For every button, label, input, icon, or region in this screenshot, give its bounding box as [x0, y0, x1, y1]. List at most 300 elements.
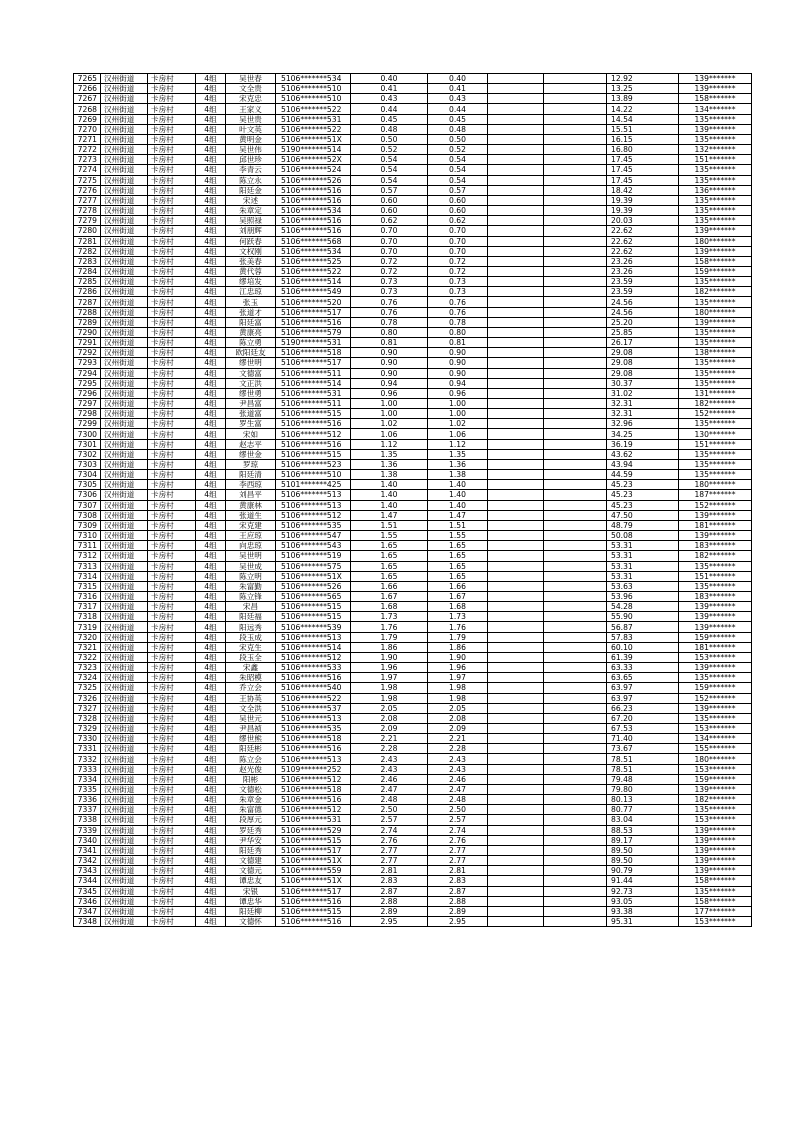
cell-street: 汉州街道: [101, 825, 148, 835]
cell-phone: 139*******: [679, 602, 752, 612]
cell-blank-col-2: [544, 368, 607, 378]
cell-group: 4组: [196, 338, 226, 348]
cell-village: 卡房村: [148, 612, 196, 622]
cell-name: 黄康林: [226, 500, 276, 510]
cell-id-number: 5106*******516: [276, 744, 351, 754]
cell-name: 朱富德: [226, 805, 276, 815]
cell-street: 汉州街道: [101, 399, 148, 409]
cell-amount: 22.62: [607, 236, 679, 246]
cell-group: 4组: [196, 378, 226, 388]
cell-name: 张美春: [226, 256, 276, 266]
cell-id-number: 5106*******539: [276, 622, 351, 632]
cell-name: 陈立会: [226, 754, 276, 764]
cell-group: 4组: [196, 764, 226, 774]
cell-row-number: 7270: [74, 124, 101, 134]
cell-group: 4组: [196, 155, 226, 165]
cell-row-number: 7329: [74, 724, 101, 734]
cell-blank-col-2: [544, 591, 607, 601]
cell-area-b: 2.87: [428, 886, 488, 896]
cell-phone: 153*******: [679, 652, 752, 662]
cell-village: 卡房村: [148, 693, 196, 703]
cell-name: 段厚元: [226, 815, 276, 825]
cell-phone: 135*******: [679, 805, 752, 815]
cell-group: 4组: [196, 866, 226, 876]
cell-street: 汉州街道: [101, 134, 148, 144]
cell-village: 卡房村: [148, 683, 196, 693]
cell-street: 汉州街道: [101, 338, 148, 348]
cell-village: 卡房村: [148, 256, 196, 266]
cell-area-a: 0.96: [351, 388, 428, 398]
cell-name: 缪世勇: [226, 388, 276, 398]
cell-row-number: 7326: [74, 693, 101, 703]
table-row: [74, 378, 752, 388]
cell-row-number: 7339: [74, 825, 101, 835]
cell-row-number: 7272: [74, 145, 101, 155]
table-row: [74, 815, 752, 825]
cell-area-b: 2.21: [428, 734, 488, 744]
cell-name: 文权刚: [226, 246, 276, 256]
cell-row-number: 7324: [74, 673, 101, 683]
cell-area-a: 0.70: [351, 236, 428, 246]
cell-amount: 24.56: [607, 297, 679, 307]
cell-id-number: 5106*******522: [276, 124, 351, 134]
cell-area-b: 2.43: [428, 764, 488, 774]
cell-street: 汉州街道: [101, 622, 148, 632]
cell-id-number: 5106*******513: [276, 754, 351, 764]
cell-row-number: 7274: [74, 165, 101, 175]
cell-blank-col-1: [488, 104, 544, 114]
cell-street: 汉州街道: [101, 114, 148, 124]
cell-amount: 80.13: [607, 795, 679, 805]
cell-area-a: 2.88: [351, 896, 428, 906]
cell-name: 陈立永: [226, 175, 276, 185]
table-row: [74, 470, 752, 480]
cell-area-a: 0.50: [351, 134, 428, 144]
cell-street: 汉州街道: [101, 805, 148, 815]
table-row: [74, 591, 752, 601]
cell-id-number: 5106*******540: [276, 683, 351, 693]
cell-village: 卡房村: [148, 165, 196, 175]
cell-row-number: 7295: [74, 378, 101, 388]
cell-name: 阳远秀: [226, 622, 276, 632]
cell-area-b: 1.76: [428, 622, 488, 632]
table-row: [74, 145, 752, 155]
cell-amount: 32.31: [607, 399, 679, 409]
cell-phone: 135*******: [679, 297, 752, 307]
cell-street: 汉州街道: [101, 561, 148, 571]
cell-blank-col-2: [544, 317, 607, 327]
cell-area-a: 0.48: [351, 124, 428, 134]
cell-phone: 135*******: [679, 378, 752, 388]
cell-street: 汉州街道: [101, 287, 148, 297]
cell-amount: 89.50: [607, 856, 679, 866]
cell-name: 张道才: [226, 307, 276, 317]
table-row: [74, 246, 752, 256]
cell-blank-col-2: [544, 399, 607, 409]
cell-blank-col-1: [488, 134, 544, 144]
cell-amount: 32.96: [607, 419, 679, 429]
cell-amount: 13.25: [607, 84, 679, 94]
cell-id-number: 5106*******511: [276, 368, 351, 378]
table-row: [74, 287, 752, 297]
cell-amount: 80.77: [607, 805, 679, 815]
cell-area-b: 0.48: [428, 124, 488, 134]
cell-phone: 139*******: [679, 317, 752, 327]
cell-id-number: 5106*******513: [276, 500, 351, 510]
cell-id-number: 5106*******516: [276, 216, 351, 226]
cell-name: 朱章定: [226, 206, 276, 216]
table-row: [74, 84, 752, 94]
cell-phone: 135*******: [679, 886, 752, 896]
cell-phone: 182*******: [679, 551, 752, 561]
cell-area-a: 1.86: [351, 642, 428, 652]
cell-id-number: 5106*******512: [276, 652, 351, 662]
cell-phone: 139*******: [679, 246, 752, 256]
cell-group: 4组: [196, 591, 226, 601]
cell-group: 4组: [196, 683, 226, 693]
cell-amount: 78.51: [607, 764, 679, 774]
cell-blank-col-1: [488, 145, 544, 155]
cell-id-number: 5106*******516: [276, 317, 351, 327]
cell-group: 4组: [196, 84, 226, 94]
cell-village: 卡房村: [148, 155, 196, 165]
cell-id-number: 5106*******514: [276, 642, 351, 652]
cell-amount: 26.17: [607, 338, 679, 348]
cell-village: 卡房村: [148, 602, 196, 612]
cell-group: 4组: [196, 399, 226, 409]
cell-amount: 23.26: [607, 266, 679, 276]
cell-blank-col-2: [544, 663, 607, 673]
cell-blank-col-2: [544, 906, 607, 916]
cell-street: 汉州街道: [101, 490, 148, 500]
cell-amount: 63.97: [607, 683, 679, 693]
cell-group: 4组: [196, 256, 226, 266]
table-row: [74, 724, 752, 734]
cell-area-a: 0.44: [351, 104, 428, 114]
cell-row-number: 7276: [74, 185, 101, 195]
cell-amount: 83.04: [607, 815, 679, 825]
cell-phone: 139*******: [679, 835, 752, 845]
cell-village: 卡房村: [148, 490, 196, 500]
cell-phone: 139*******: [679, 845, 752, 855]
cell-phone: 139*******: [679, 84, 752, 94]
table-row: [74, 348, 752, 358]
cell-street: 汉州街道: [101, 703, 148, 713]
cell-name: 尹昌祯: [226, 724, 276, 734]
cell-blank-col-2: [544, 206, 607, 216]
table-row: [74, 642, 752, 652]
cell-group: 4组: [196, 470, 226, 480]
cell-amount: 79.48: [607, 774, 679, 784]
cell-id-number: 5106*******512: [276, 429, 351, 439]
cell-blank-col-1: [488, 693, 544, 703]
cell-row-number: 7289: [74, 317, 101, 327]
cell-amount: 31.02: [607, 388, 679, 398]
cell-amount: 19.39: [607, 206, 679, 216]
cell-area-a: 2.28: [351, 744, 428, 754]
cell-name: 宋昌: [226, 602, 276, 612]
cell-area-b: 1.38: [428, 470, 488, 480]
cell-group: 4组: [196, 439, 226, 449]
cell-amount: 93.05: [607, 896, 679, 906]
cell-name: 文德元: [226, 866, 276, 876]
table-row: [74, 216, 752, 226]
cell-row-number: 7286: [74, 287, 101, 297]
cell-amount: 56.87: [607, 622, 679, 632]
cell-phone: 135*******: [679, 581, 752, 591]
cell-blank-col-2: [544, 439, 607, 449]
cell-id-number: 5106*******516: [276, 419, 351, 429]
cell-amount: 15.51: [607, 124, 679, 134]
cell-area-a: 0.45: [351, 114, 428, 124]
cell-name: 赵光俊: [226, 764, 276, 774]
table-row: [74, 693, 752, 703]
cell-area-a: 2.08: [351, 713, 428, 723]
cell-blank-col-2: [544, 165, 607, 175]
cell-name: 黄明金: [226, 134, 276, 144]
cell-area-a: 1.12: [351, 439, 428, 449]
cell-area-b: 0.70: [428, 226, 488, 236]
cell-group: 4组: [196, 388, 226, 398]
cell-phone: 135*******: [679, 216, 752, 226]
cell-area-b: 0.81: [428, 338, 488, 348]
cell-phone: 139*******: [679, 866, 752, 876]
cell-blank-col-1: [488, 236, 544, 246]
cell-area-b: 0.70: [428, 236, 488, 246]
cell-area-a: 1.40: [351, 480, 428, 490]
cell-area-a: 1.00: [351, 399, 428, 409]
cell-id-number: 5106*******515: [276, 906, 351, 916]
cell-area-a: 1.55: [351, 531, 428, 541]
cell-area-a: 2.76: [351, 835, 428, 845]
cell-name: 江忠琼: [226, 287, 276, 297]
cell-phone: 152*******: [679, 409, 752, 419]
cell-village: 卡房村: [148, 175, 196, 185]
cell-area-a: 0.40: [351, 74, 428, 84]
cell-blank-col-1: [488, 216, 544, 226]
cell-village: 卡房村: [148, 145, 196, 155]
cell-street: 汉州街道: [101, 571, 148, 581]
cell-village: 卡房村: [148, 94, 196, 104]
cell-village: 卡房村: [148, 724, 196, 734]
table-row: [74, 673, 752, 683]
cell-blank-col-1: [488, 439, 544, 449]
table-row: [74, 825, 752, 835]
cell-street: 汉州街道: [101, 348, 148, 358]
cell-row-number: 7342: [74, 856, 101, 866]
cell-row-number: 7344: [74, 876, 101, 886]
cell-area-b: 2.77: [428, 845, 488, 855]
cell-name: 宋克生: [226, 642, 276, 652]
cell-group: 4组: [196, 724, 226, 734]
cell-blank-col-2: [544, 886, 607, 896]
cell-phone: 187*******: [679, 490, 752, 500]
cell-row-number: 7325: [74, 683, 101, 693]
cell-area-a: 1.00: [351, 409, 428, 419]
cell-name: 阳彬: [226, 774, 276, 784]
table-row: [74, 388, 752, 398]
cell-phone: 134*******: [679, 734, 752, 744]
cell-id-number: 5106*******515: [276, 835, 351, 845]
cell-village: 卡房村: [148, 74, 196, 84]
cell-id-number: 5106*******537: [276, 703, 351, 713]
cell-blank-col-2: [544, 835, 607, 845]
cell-blank-col-1: [488, 896, 544, 906]
cell-village: 卡房村: [148, 429, 196, 439]
cell-phone: 139*******: [679, 784, 752, 794]
cell-street: 汉州街道: [101, 104, 148, 114]
cell-street: 汉州街道: [101, 591, 148, 601]
table-row: [74, 134, 752, 144]
cell-area-b: 1.66: [428, 581, 488, 591]
cell-name: 吴世贵: [226, 114, 276, 124]
cell-blank-col-2: [544, 175, 607, 185]
cell-blank-col-1: [488, 378, 544, 388]
cell-area-b: 2.76: [428, 835, 488, 845]
cell-village: 卡房村: [148, 327, 196, 337]
cell-name: 李西琼: [226, 480, 276, 490]
cell-blank-col-2: [544, 449, 607, 459]
cell-id-number: 5106*******511: [276, 399, 351, 409]
cell-blank-col-1: [488, 906, 544, 916]
cell-blank-col-2: [544, 185, 607, 195]
cell-blank-col-2: [544, 632, 607, 642]
cell-row-number: 7340: [74, 835, 101, 845]
cell-village: 卡房村: [148, 449, 196, 459]
cell-blank-col-2: [544, 266, 607, 276]
cell-blank-col-1: [488, 175, 544, 185]
cell-area-a: 0.94: [351, 378, 428, 388]
cell-area-a: 1.40: [351, 490, 428, 500]
cell-phone: 153*******: [679, 724, 752, 734]
cell-street: 汉州街道: [101, 896, 148, 906]
cell-amount: 29.08: [607, 348, 679, 358]
cell-area-b: 1.86: [428, 642, 488, 652]
cell-area-a: 1.65: [351, 541, 428, 551]
cell-blank-col-1: [488, 155, 544, 165]
cell-row-number: 7322: [74, 652, 101, 662]
table-row: [74, 764, 752, 774]
cell-row-number: 7267: [74, 94, 101, 104]
cell-group: 4组: [196, 744, 226, 754]
cell-blank-col-2: [544, 561, 607, 571]
cell-group: 4组: [196, 216, 226, 226]
cell-area-b: 0.40: [428, 74, 488, 84]
table-row: [74, 297, 752, 307]
cell-id-number: 5106*******516: [276, 795, 351, 805]
cell-row-number: 7333: [74, 764, 101, 774]
cell-group: 4组: [196, 815, 226, 825]
cell-id-number: 5106*******575: [276, 561, 351, 571]
cell-area-a: 0.76: [351, 307, 428, 317]
cell-area-b: 0.41: [428, 84, 488, 94]
cell-blank-col-2: [544, 307, 607, 317]
cell-blank-col-2: [544, 378, 607, 388]
cell-amount: 14.22: [607, 104, 679, 114]
cell-street: 汉州街道: [101, 612, 148, 622]
cell-name: 段玉全: [226, 652, 276, 662]
cell-street: 汉州街道: [101, 856, 148, 866]
cell-village: 卡房村: [148, 713, 196, 723]
cell-blank-col-2: [544, 612, 607, 622]
cell-row-number: 7278: [74, 206, 101, 216]
cell-name: 罗廷秀: [226, 825, 276, 835]
cell-street: 汉州街道: [101, 581, 148, 591]
cell-group: 4组: [196, 784, 226, 794]
cell-village: 卡房村: [148, 419, 196, 429]
cell-name: 宋克建: [226, 520, 276, 530]
cell-street: 汉州街道: [101, 815, 148, 825]
cell-row-number: 7328: [74, 713, 101, 723]
cell-id-number: 5106*******535: [276, 520, 351, 530]
cell-phone: 182*******: [679, 399, 752, 409]
cell-blank-col-1: [488, 520, 544, 530]
cell-blank-col-2: [544, 520, 607, 530]
cell-amount: 25.20: [607, 317, 679, 327]
cell-street: 汉州街道: [101, 784, 148, 794]
cell-group: 4组: [196, 459, 226, 469]
cell-blank-col-2: [544, 571, 607, 581]
cell-area-a: 0.81: [351, 338, 428, 348]
table-row: [74, 551, 752, 561]
cell-village: 卡房村: [148, 845, 196, 855]
cell-row-number: 7307: [74, 500, 101, 510]
cell-area-a: 2.09: [351, 724, 428, 734]
cell-area-a: 1.65: [351, 561, 428, 571]
cell-village: 卡房村: [148, 531, 196, 541]
cell-blank-col-2: [544, 470, 607, 480]
cell-row-number: 7347: [74, 906, 101, 916]
cell-amount: 88.53: [607, 825, 679, 835]
cell-group: 4组: [196, 825, 226, 835]
table-row: [74, 165, 752, 175]
cell-area-b: 0.54: [428, 155, 488, 165]
cell-area-a: 2.74: [351, 825, 428, 835]
cell-area-b: 0.60: [428, 195, 488, 205]
cell-phone: 135*******: [679, 327, 752, 337]
table-row: [74, 612, 752, 622]
table-row: [74, 368, 752, 378]
cell-name: 乔立会: [226, 683, 276, 693]
cell-blank-col-1: [488, 490, 544, 500]
cell-name: 吴世伟: [226, 145, 276, 155]
cell-group: 4组: [196, 795, 226, 805]
cell-phone: 131*******: [679, 388, 752, 398]
cell-name: 陈立明: [226, 571, 276, 581]
cell-id-number: 5106*******568: [276, 236, 351, 246]
cell-blank-col-2: [544, 602, 607, 612]
cell-area-a: 0.62: [351, 216, 428, 226]
cell-street: 汉州街道: [101, 744, 148, 754]
table-row: [74, 459, 752, 469]
cell-street: 汉州街道: [101, 94, 148, 104]
cell-area-b: 0.94: [428, 378, 488, 388]
cell-id-number: 5106*******513: [276, 632, 351, 642]
cell-amount: 12.92: [607, 74, 679, 84]
cell-blank-col-1: [488, 632, 544, 642]
cell-village: 卡房村: [148, 673, 196, 683]
cell-area-b: 1.35: [428, 449, 488, 459]
cell-name: 谭忠华: [226, 896, 276, 906]
cell-area-b: 1.98: [428, 693, 488, 703]
cell-street: 汉州街道: [101, 256, 148, 266]
cell-village: 卡房村: [148, 368, 196, 378]
cell-row-number: 7281: [74, 236, 101, 246]
cell-row-number: 7327: [74, 703, 101, 713]
cell-area-b: 1.55: [428, 531, 488, 541]
cell-id-number: 5106*******513: [276, 490, 351, 500]
cell-phone: 139*******: [679, 825, 752, 835]
